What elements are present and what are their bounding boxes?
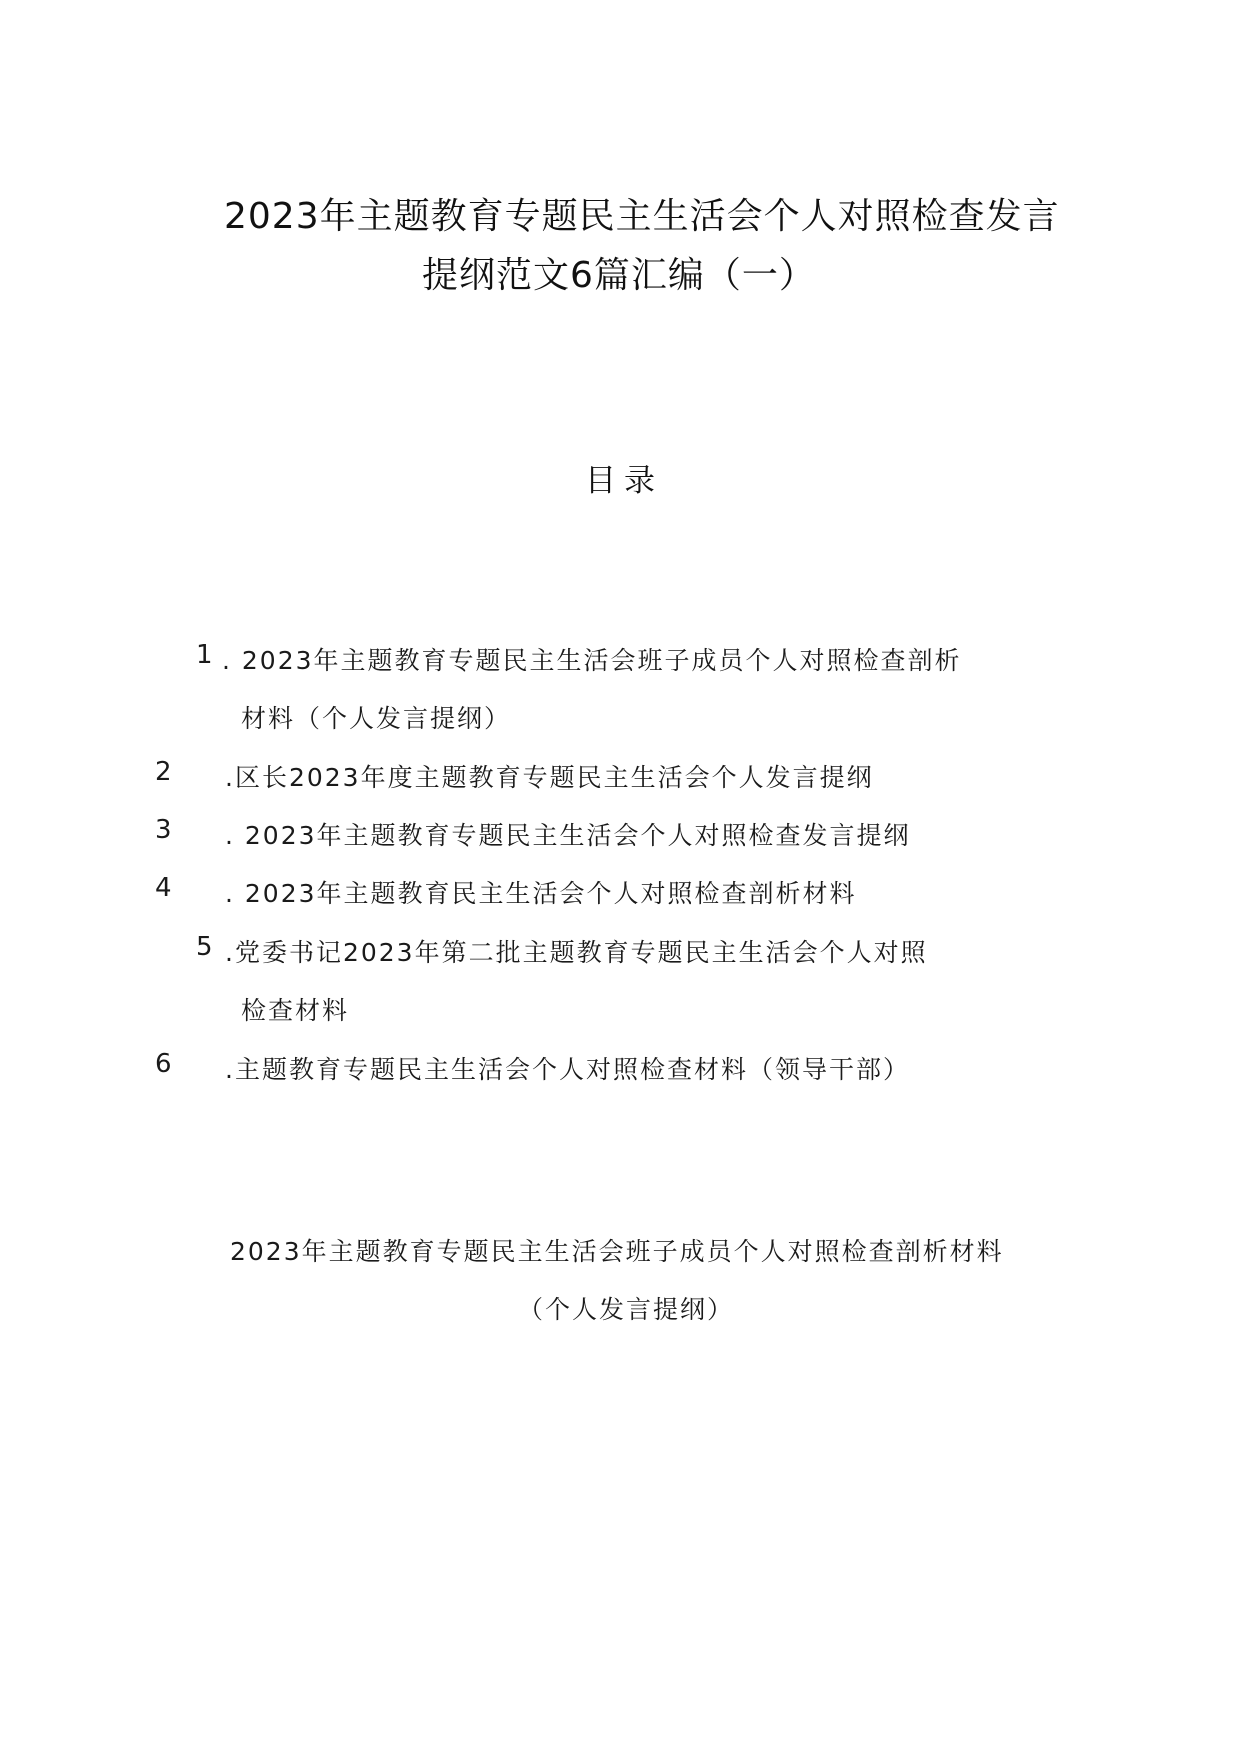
toc-item-4-text[interactable]: . 2023年主题教育民主生活会个人对照检查剖析材料 — [225, 879, 857, 908]
toc-item-1-text-cont[interactable]: 材料（个人发言提纲） — [241, 704, 512, 733]
document-title-line-2: 提纲范文6篇汇编（一） — [422, 255, 816, 296]
toc-item-1-number: 1 — [196, 640, 213, 670]
toc-item-1-text[interactable]: . 2023年主题教育专题民主生活会班子成员个人对照检查剖析 — [222, 646, 962, 675]
toc-item-3-text[interactable]: . 2023年主题教育专题民主生活会个人对照检查发言提纲 — [225, 821, 911, 850]
toc-item-6-text[interactable]: .主题教育专题民主生活会个人对照检查材料（领导干部） — [225, 1055, 910, 1084]
section-title-line-2: （个人发言提纲） — [518, 1295, 735, 1324]
section-title-line-1: 2023年主题教育专题民主生活会班子成员个人对照检查剖析材料 — [230, 1237, 1004, 1266]
toc-item-5-text-cont[interactable]: 检查材料 — [241, 996, 350, 1025]
toc-item-6-number: 6 — [155, 1049, 172, 1079]
toc-item-4-number: 4 — [155, 873, 172, 903]
toc-item-5-text[interactable]: .党委书记2023年第二批主题教育专题民主生活会个人对照 — [225, 938, 928, 967]
toc-item-5-number: 5 — [196, 932, 213, 962]
document-title-line-1: 2023年主题教育专题民主生活会个人对照检查发言 — [224, 196, 1060, 237]
toc-item-2-number: 2 — [155, 757, 172, 787]
toc-item-3-number: 3 — [155, 815, 172, 845]
toc-item-2-text[interactable]: .区长2023年度主题教育专题民主生活会个人发言提纲 — [225, 763, 874, 792]
toc-heading: 目录 — [585, 463, 663, 499]
